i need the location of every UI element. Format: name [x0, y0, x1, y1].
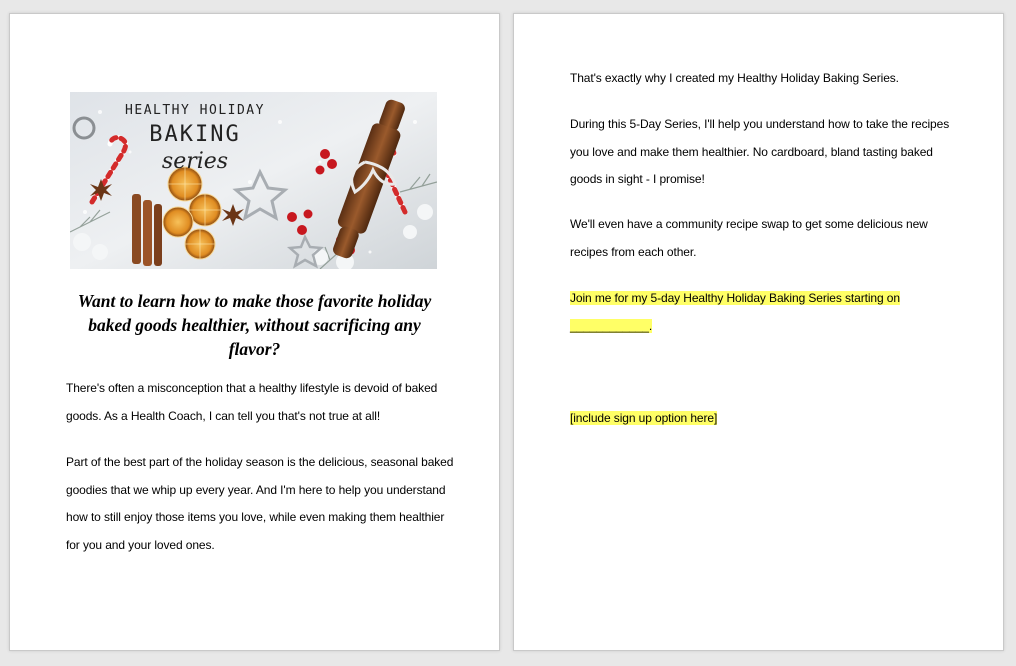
- hero-title-line1: HEALTHY HOLIDAY: [125, 103, 265, 118]
- paragraph-line: Part of the best part of the holiday season is the delicious, seasonal baked: [66, 455, 454, 469]
- headline-line: baked goods healthier, without sacrificing any: [88, 315, 421, 335]
- hero-image: [70, 92, 437, 269]
- paragraph-line: During this 5-Day Series, I'll help you understand how to take the recipes: [570, 117, 950, 131]
- hero-title-line3: series: [161, 149, 229, 174]
- paragraph-line: We'll even have a community recipe swap to get some delicious new: [570, 217, 928, 231]
- paragraph-line: you love and make them healthier. No cardboard, bland tasting baked: [570, 144, 933, 159]
- paragraph-line: There's often a misconception that a healthy lifestyle is devoid of baked: [66, 381, 438, 395]
- highlighted-text: Join me for my 5-day Healthy Holiday Baking Series starting on: [570, 291, 900, 305]
- paragraph-line: how to still enjoy those items you love, while even making them healthier: [66, 510, 445, 524]
- join-paragraph: [570, 285, 960, 340]
- highlighted-date-blank: ____________.: [570, 318, 653, 333]
- paragraph-line: That's exactly why I created my Healthy Holiday Baking Series.: [570, 71, 899, 85]
- paragraph-line: goodies that we whip up every year. And I'm here to help you understand: [66, 482, 446, 497]
- series-intro-paragraph: [570, 65, 960, 93]
- paragraph-line: goods in sight - I promise!: [570, 172, 705, 186]
- series-details-paragraph: [570, 111, 960, 194]
- paragraph-line: for you and your loved ones.: [66, 537, 215, 552]
- headline-line: flavor?: [228, 339, 281, 359]
- paragraph-line: recipes from each other.: [570, 244, 697, 259]
- highlighted-signup-placeholder: [include sign up option here]: [570, 411, 718, 425]
- intro-paragraph: [66, 375, 456, 430]
- document-page-right: [513, 13, 1004, 651]
- paragraph-line: goods. As a Health Coach, I can tell you that's not true at all!: [66, 408, 381, 423]
- headline-line: Want to learn how to make those favorite holiday: [77, 291, 432, 311]
- baking-series-banner: [70, 92, 437, 269]
- document-page-left: [9, 13, 500, 651]
- recipe-swap-paragraph: [570, 211, 960, 266]
- holiday-paragraph: [66, 449, 456, 559]
- page-headline: [60, 289, 449, 361]
- signup-placeholder-paragraph: [570, 405, 960, 433]
- hero-title-line2: BAKING: [149, 122, 241, 147]
